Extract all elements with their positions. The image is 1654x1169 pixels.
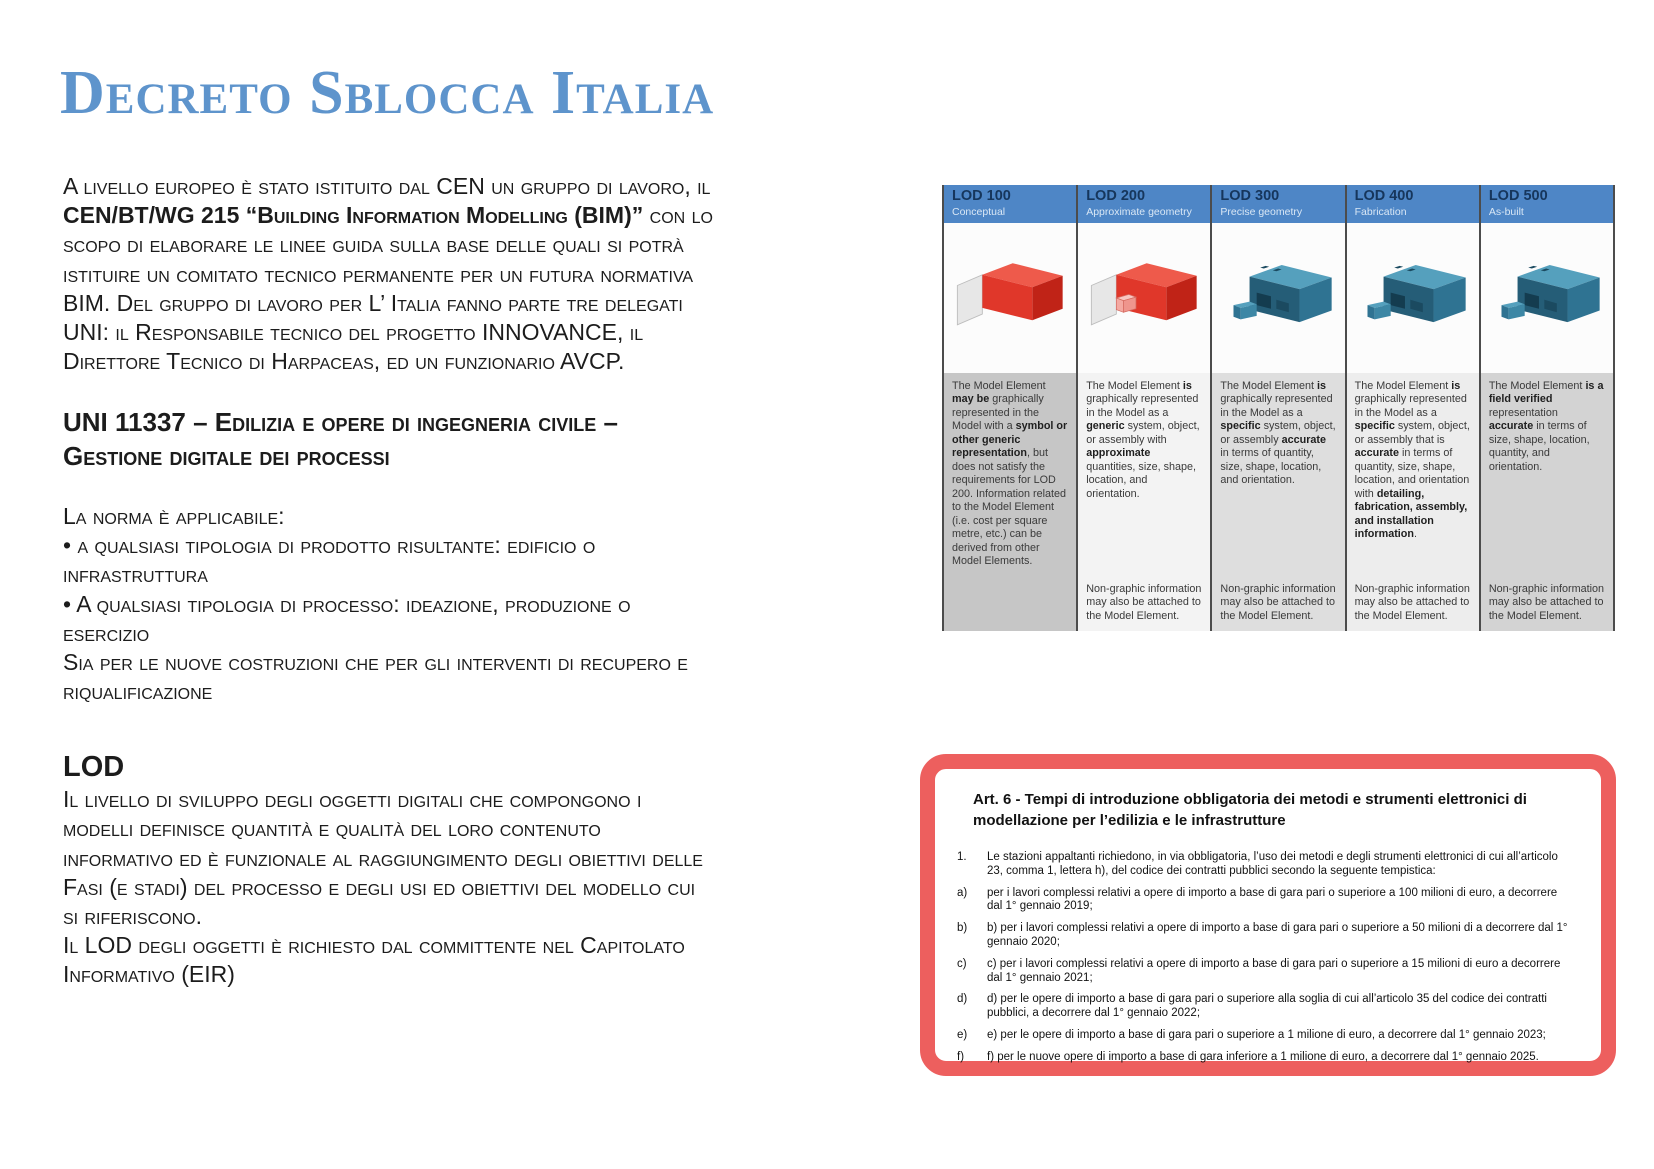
art6-item-text: f) per le nuove opere di importo a base di gara inferiore a 1 milione di euro, a decorrere dal 1° gennaio 2025. [987,1050,1539,1063]
uni-11337-heading: UNI 11337 – Edilizia e opere di ingegneria civile – Gestione digitale dei processi [63,407,618,472]
art6-item-text: e) per le opere di importo a base di gara pari o superiore a 1 milione di euro, a decorrere dal 1° gennaio 2023; [987,1028,1546,1041]
art6-item-d [955,993,1579,1021]
lod-column-lod-300 [1210,185,1344,631]
lod-column-lod-400 [1345,185,1479,631]
lod-column-lod-500 [1479,185,1613,631]
lod-description-text: The Model Element is graphically represented in the Model as a specific system, object, or assembly that is accurate in terms of quantity, size, shape, location, and orientation with detailing, fabrication, assembly, and installation information. [1354,380,1470,541]
lod-heading: LOD [63,751,125,784]
lod-paragraph-1: Il livello di sviluppo degli oggetti digitali che compongono i modelli definisce quantità e qualità del loro contenuto informativo ed è funzionale al raggiungimento degli obiettivi delle Fasi (e stadi) del processo e degli usi ed obiettivi del modello cui si riferiscono. [63,786,703,930]
lod-subtitle: Conceptual [952,206,1006,219]
art6-item-text: b) per i lavori complessi relativi a opere di importo a base di gara pari o superiore a 50 milioni di a decorrere dal 1° gennaio 2020; [987,922,1568,948]
lod-code: LOD 100 [952,188,1011,204]
norma-bullet-1: • a qualsiasi tipologia di prodotto risultante: edificio o infrastruttura [63,532,596,588]
art6-item-text: Le stazioni appaltanti richiedono, in via obbligatoria, l’uso dei metodi e degli strumenti elettronici di cui all’articolo 23, comma 1, lettera h), del codice dei contratti pubblici secondo la seguente tempistica: [987,851,1558,877]
lod-description [1347,373,1479,631]
art6-item-label: a) [957,886,968,899]
art6-highlight-box [920,754,1616,1076]
art6-item-1 [955,851,1579,879]
lod-subtitle: Precise geometry [1220,206,1303,219]
norma-outro: Sia per le nuove costruzioni che per gli interventi di recupero e riqualificazione [63,649,688,705]
lod-code: LOD 200 [1086,188,1146,204]
art6-item-f [955,1051,1579,1065]
lod-description [1212,373,1344,631]
lod-nongraphic-note: Non-graphic information may also be attached to the Model Element. [1488,582,1605,622]
lod-subtitle: Approximate geometry [1086,206,1192,219]
lod-model-image [1481,223,1613,373]
art6-item-label: f) [957,1050,965,1063]
art6-item-label: b) [957,922,968,935]
lod-model-teal-machine-icon [1489,255,1605,341]
lod-description [944,373,1076,631]
lod-description-text: The Model Element is a field verified representation accurate in terms of size, shape, location, quantity, and orientation. [1488,380,1604,473]
lod-description-text: The Model Element may be graphically represented in the Model with a symbol or other generic representation, but does not satisfy the requirements for LOD 200. Information related to the Model Element (i.e. cost per square metre, etc.) can be derived from other Model Elements. [952,380,1068,568]
lod-nongraphic-note: Non-graphic information may also be attached to the Model Element. [1086,582,1202,622]
art6-item-c [955,958,1579,986]
norma-intro: La norma è applicabile: [63,503,285,530]
art6-item-label: d) [957,993,968,1006]
art6-item-label: c) [957,957,967,970]
intro-text-bold: CEN/BT/WG 215 “Building Information Modelling (BIM)” [63,202,644,229]
lod-nongraphic-note: Non-graphic information may also be attached to the Model Element. [1354,582,1470,622]
lod-description-text: The Model Element is graphically represented in the Model as a generic system, object, or assembly with approximate quantities, size, shape, location, and orientation. [1086,380,1200,500]
lod-description [1481,373,1613,631]
lod-subtitle: Fabrication [1354,206,1407,219]
art6-list [955,851,1579,1065]
lod-model-image [1212,223,1344,373]
lod-model-image [1078,223,1210,373]
art6-item-label: 1. [957,851,967,863]
art6-item-a [955,887,1579,915]
lod-model-teal-machine-icon [1355,255,1471,341]
lod-model-image [944,223,1076,373]
art6-item-text: per i lavori complessi relativi a opere di importo a base di gara pari o superiore a 100 milioni di euro, a decorrere dal 1° gennaio 2019; [987,886,1558,913]
art6-item-text: d) per le opere di importo a base di gara pari o superiore alla soglia di cui all’articolo 35 del codice dei contratti pubblici, a decorrere dal 1° gennaio 2022; [987,993,1547,1020]
lod-code: LOD 500 [1488,188,1548,204]
left-text-column [63,172,713,990]
lod-column-lod-100 [942,185,1076,631]
lod-table [942,185,1615,631]
lod-column-header [944,185,1076,223]
lod-paragraph-2: Il LOD degli oggetti è richiesto dal committente nel Capitolato Informativo (EIR) [63,932,685,988]
lod-nongraphic-note: Non-graphic information may also be attached to the Model Element. [1220,582,1336,622]
page-title: Decreto Sblocca Italia [60,59,715,127]
art6-item-label: e) [957,1028,968,1041]
art6-item-e [955,1029,1579,1043]
lod-model-red-box-detail-icon [1086,255,1202,341]
lod-description-text: The Model Element is graphically represented in the Model as a specific system, object, or assembly accurate in terms of quantity, size, shape, location, and orientation. [1220,380,1336,487]
art6-item-text: c) per i lavori complessi relativi a opere di importo a base di gara pari o superiore a 15 milioni di euro a decorrere dal 1° gennaio 2021; [987,957,1561,984]
intro-paragraph [63,172,713,376]
lod-column-header [1078,185,1210,223]
norma-bullet-2: • A qualsiasi tipologia di processo: ideazione, produzione o esercizio [63,590,631,646]
lod-model-image [1347,223,1479,373]
lod-column-header [1347,185,1479,223]
lod-model-teal-machine-icon [1221,255,1337,341]
lod-code: LOD 300 [1220,188,1280,204]
lod-column-header [1481,185,1613,223]
lod-description [1078,373,1210,631]
art6-title: Art. 6 - Tempi di introduzione obbligatoria dei metodi e strumenti elettronici di modellazione per l’edilizia e le infrastrutture [973,791,1527,829]
lod-code: LOD 400 [1354,188,1414,204]
lod-subtitle: As-built [1488,206,1524,219]
intro-text-post: con lo scopo di elaborare le linee guida sulla base delle quali si potrà istituire un comitato tecnico permanente per un futura normativa BIM. Del gruppo di lavoro per L’ Italia fanno parte tre delegati UNI: il Responsabile tecnico del progetto INNOVANCE, il Direttore Tecnico di Harpaceas, ed un funzionario AVCP. [63,202,713,375]
lod-column-header [1212,185,1344,223]
lod-column-lod-200 [1076,185,1210,631]
intro-text-pre: A livello europeo è stato istituito dal CEN un gruppo di lavoro, il [63,173,711,199]
lod-model-red-box-icon [952,255,1068,341]
norma-block [63,502,713,706]
art6-item-b [955,922,1579,950]
